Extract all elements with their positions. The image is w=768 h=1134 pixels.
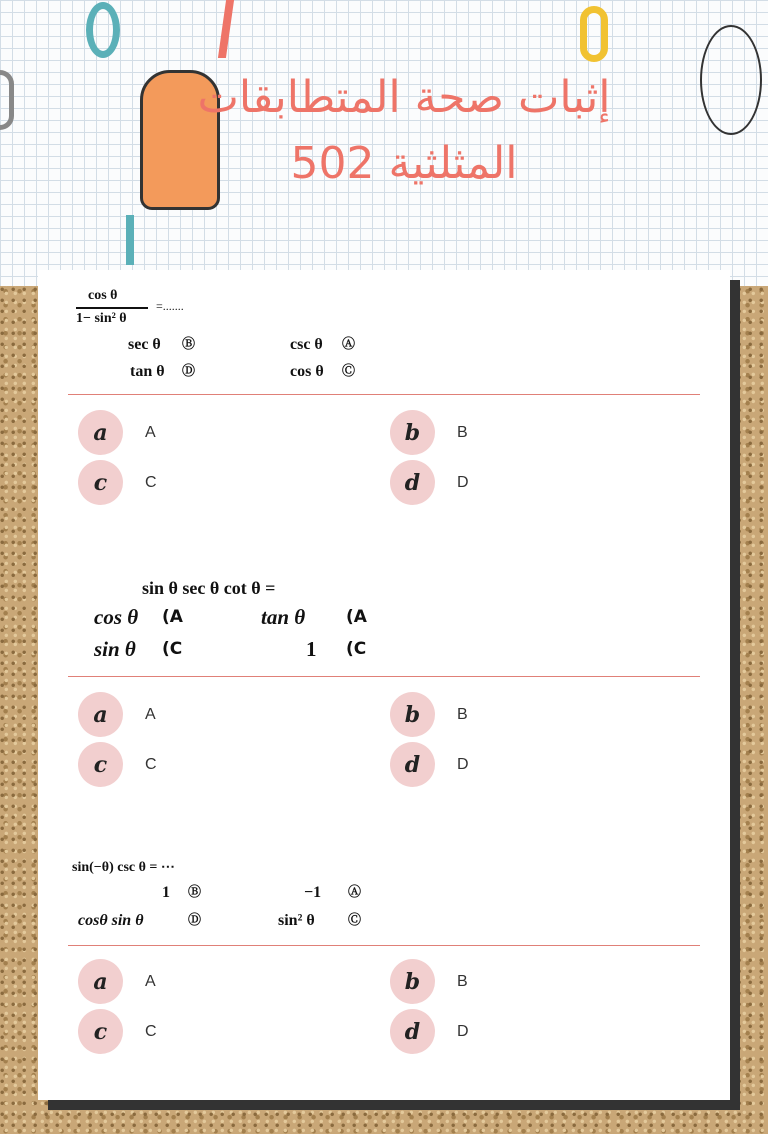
choice-text: tan θ xyxy=(130,363,165,380)
option-badge: c xyxy=(78,460,123,505)
choice-text: sin² θ xyxy=(278,912,315,929)
option-badge: d xyxy=(390,460,435,505)
option-label: A xyxy=(145,972,156,990)
option-label: C xyxy=(145,473,157,491)
option-badge: a xyxy=(78,959,123,1004)
header-banner xyxy=(0,0,768,286)
choice-letter: Ⓓ xyxy=(182,364,196,379)
circle-diagram-illustration xyxy=(700,25,762,135)
question-2-stem xyxy=(38,578,730,672)
number-8-decoration xyxy=(580,6,608,62)
option-c[interactable] xyxy=(78,460,157,505)
option-label: D xyxy=(457,1022,469,1040)
divider xyxy=(68,676,700,677)
choice-letter: (C xyxy=(346,639,367,659)
page-title-line1: إثبات صحة المتطابقات xyxy=(197,72,611,123)
option-label: C xyxy=(145,755,157,773)
option-label: B xyxy=(457,972,468,990)
option-c[interactable] xyxy=(78,1009,157,1054)
option-label: D xyxy=(457,473,469,491)
option-b[interactable] xyxy=(390,959,468,1004)
choice-letter: (C xyxy=(162,639,183,659)
choice-text: −1 xyxy=(304,884,322,901)
choice-text: cos θ xyxy=(94,605,139,629)
option-label: A xyxy=(145,705,156,723)
choice-text: 1 xyxy=(162,884,170,901)
option-label: D xyxy=(457,755,469,773)
option-d[interactable] xyxy=(390,460,469,505)
number-6-decoration xyxy=(86,2,120,58)
fraction-numerator: cos θ xyxy=(88,288,118,303)
option-label: A xyxy=(145,423,156,441)
option-label: B xyxy=(457,705,468,723)
quiz-card xyxy=(38,270,730,1100)
choice-letter: Ⓐ xyxy=(348,885,362,900)
option-a[interactable] xyxy=(78,410,156,455)
question-1-stem xyxy=(38,288,730,388)
option-c[interactable] xyxy=(78,742,157,787)
choice-letter: (A xyxy=(346,607,367,627)
option-b[interactable] xyxy=(390,410,468,455)
choice-letter: Ⓑ xyxy=(182,337,196,352)
stem-text: sin(−θ) csc θ = ⋯ xyxy=(72,860,175,875)
option-badge: c xyxy=(78,1009,123,1054)
option-badge: b xyxy=(390,692,435,737)
option-a[interactable] xyxy=(78,692,156,737)
number-3-decoration xyxy=(0,70,14,130)
option-a[interactable] xyxy=(78,959,156,1004)
fraction-bar xyxy=(76,307,148,309)
option-b[interactable] xyxy=(390,692,468,737)
choice-text: cos θ xyxy=(290,363,324,380)
choice-text: cosθ sin θ xyxy=(78,912,144,929)
page-title-line2: المثلثية 502 xyxy=(290,138,518,189)
option-badge: d xyxy=(390,742,435,787)
option-d[interactable] xyxy=(390,1009,469,1054)
option-badge: b xyxy=(390,410,435,455)
choice-text: csc θ xyxy=(290,336,323,353)
option-badge: c xyxy=(78,742,123,787)
divider xyxy=(68,945,700,946)
option-badge: a xyxy=(78,692,123,737)
option-badge: d xyxy=(390,1009,435,1054)
option-label: C xyxy=(145,1022,157,1040)
choice-text: sec θ xyxy=(128,336,161,353)
number-1-decoration xyxy=(126,215,134,265)
fraction-denominator: 1− sin² θ xyxy=(76,311,127,326)
choice-letter: Ⓑ xyxy=(188,885,202,900)
choice-text: 1 xyxy=(306,637,317,661)
choice-letter: Ⓒ xyxy=(348,913,362,928)
choice-text: tan θ xyxy=(261,605,306,629)
option-badge: b xyxy=(390,959,435,1004)
stem-text: sin θ sec θ cot θ = xyxy=(142,578,276,598)
option-badge: a xyxy=(78,410,123,455)
divider xyxy=(68,394,700,395)
stem-equals: =....... xyxy=(156,299,184,313)
option-d[interactable] xyxy=(390,742,469,787)
choice-letter: Ⓐ xyxy=(342,337,356,352)
option-label: B xyxy=(457,423,468,441)
choice-text: sin θ xyxy=(94,637,136,661)
choice-letter: Ⓒ xyxy=(342,364,356,379)
question-3-stem xyxy=(38,860,730,940)
choice-letter: Ⓓ xyxy=(188,913,202,928)
number-4-decoration xyxy=(218,0,234,58)
choice-letter: (A xyxy=(162,607,183,627)
